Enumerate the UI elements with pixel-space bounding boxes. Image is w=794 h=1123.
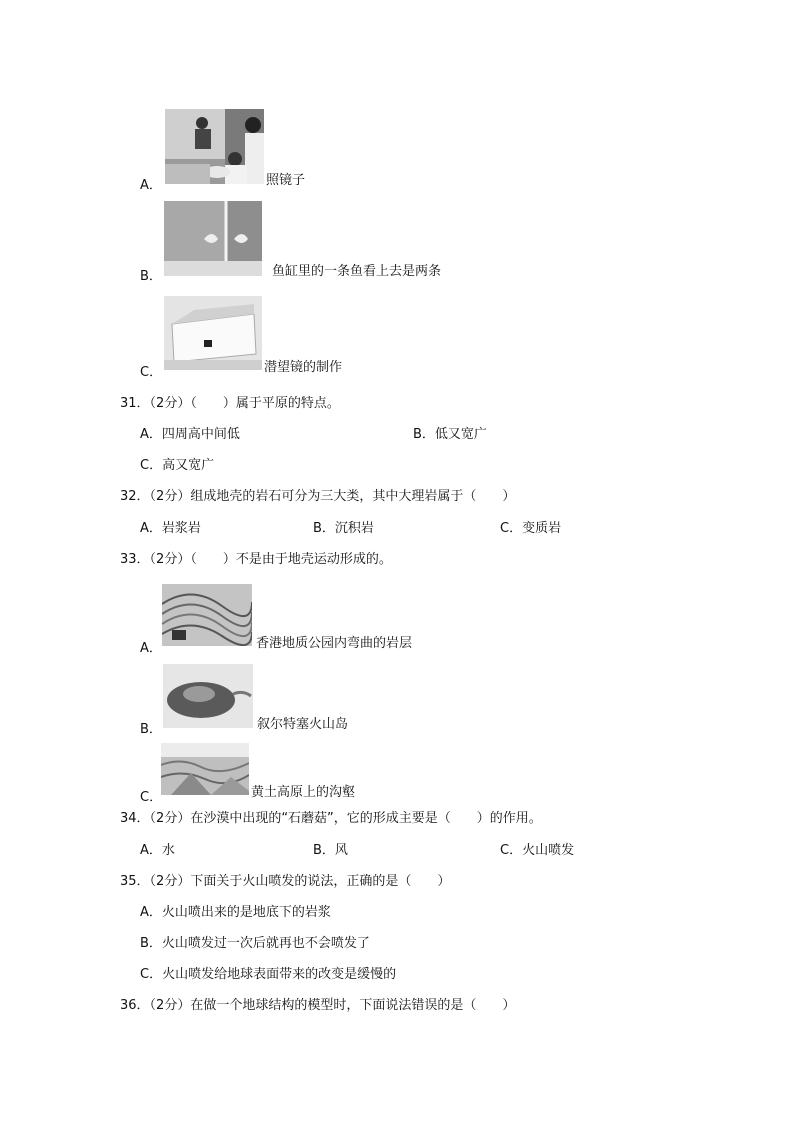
q33-option-a-letter: A． [140,641,162,656]
q30-option-a-letter: A． [140,178,162,193]
q32-stem: 32．（2分）组成地壳的岩石可分为三大类，其中大理岩属于（ ） [120,489,516,504]
q30-option-a-text: 照镜子 [266,173,306,188]
q35-option-b: B．火山喷发过一次后就再也不会喷发了 [140,936,370,951]
q30-option-b-text: 鱼缸里的一条鱼看上去是两条 [272,264,442,279]
fish-tank-photo [164,201,262,276]
mirror-photo [165,109,264,184]
q31-option-c: C．高又宽广 [140,458,215,473]
q34-option-b: B．风 [313,843,348,858]
q35-option-c: C．火山喷发给地球表面带来的改变是缓慢的 [140,967,397,982]
q30-option-c-text: 潜望镜的制作 [264,360,343,375]
q33-option-a-text: 香港地质公园内弯曲的岩层 [256,636,413,651]
q35-stem: 35．（2分）下面关于火山喷发的说法，正确的是（ ） [120,874,451,889]
q34-option-c: C．火山喷发 [500,843,575,858]
q31-option-a: A．四周高中间低 [140,427,240,442]
q32-option-c: C．变质岩 [500,521,562,536]
q31-stem: 31．（2分）（ ）属于平原的特点。 [120,396,340,411]
q33-stem: 33．（2分）（ ）不是由于地壳运动形成的。 [120,552,392,567]
q33-option-c-letter: C． [140,790,163,805]
folded-rock-photo [162,584,252,646]
q33-option-c-text: 黄土高原上的沟壑 [251,785,356,800]
q32-option-b: B．沉积岩 [313,521,374,536]
q30-option-c-letter: C． [140,365,163,380]
q32-option-a: A．岩浆岩 [140,521,201,536]
q33-option-b-letter: B． [140,722,162,737]
q34-stem: 34．（2分）在沙漠中出现的“石蘑菇”，它的形成主要是（ ）的作用。 [120,811,542,826]
q35-option-a: A．火山喷出来的是地底下的岩浆 [140,905,331,920]
q31-option-b: B．低又宽广 [413,427,487,442]
q33-option-b-text: 叙尔特塞火山岛 [257,717,349,732]
volcanic-island-photo [163,664,253,728]
q34-option-a: A．水 [140,843,175,858]
loess-gully-photo [161,743,249,795]
q30-option-b-letter: B． [140,269,162,284]
q36-stem: 36．（2分）在做一个地球结构的模型时，下面说法错误的是（ ） [120,998,516,1013]
periscope-photo [164,296,262,370]
